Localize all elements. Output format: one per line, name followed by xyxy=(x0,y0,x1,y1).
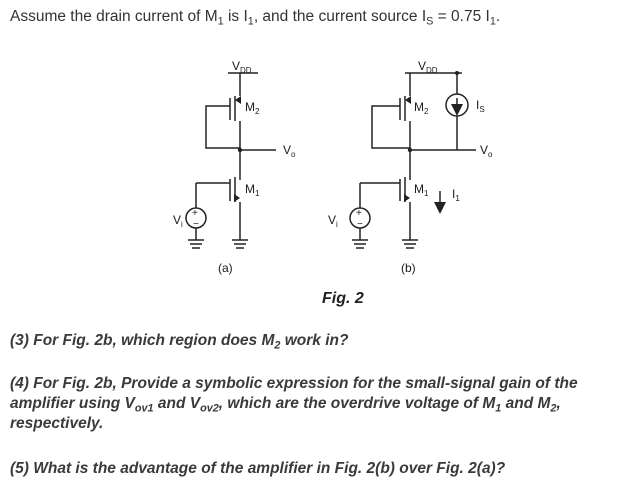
is-label: $I_S$ xyxy=(476,98,485,114)
m2-label-b: $M_2$ xyxy=(414,100,429,116)
vdd-label-a: $V_{DD}$ xyxy=(232,59,252,75)
current-source-is xyxy=(446,94,468,116)
intro-text: Assume the drain current of $M_1$ is $I_1$, and the current source $I_S = 0.75$ $I_1$. xyxy=(10,8,501,28)
subfigure-label-b: (b) xyxy=(401,261,416,275)
m2-label-a: $M_2$ xyxy=(245,100,260,116)
figure-caption: Fig. 2 xyxy=(322,290,364,307)
vi-label-b: $V_i$ xyxy=(328,213,338,229)
vdd-label-b: $V_{DD}$ xyxy=(418,59,438,75)
plus-sign-a: + xyxy=(192,208,198,219)
minus-sign-a: − xyxy=(193,219,199,230)
question-5: (5) What is the advantage of the amplifier in Fig. 2(b) over Fig. 2(a)? xyxy=(10,460,506,477)
subfigure-label-a: (a) xyxy=(218,261,233,275)
question-3: (3) For Fig. 2b, which region does $M_2$ work in? xyxy=(10,332,349,352)
m1-label-a: $M_1$ xyxy=(245,182,260,198)
vi-label-a: $V_i$ xyxy=(173,213,183,229)
m1-label-b: $M_1$ xyxy=(414,182,429,198)
vo-label-b: $V_o$ xyxy=(480,143,493,159)
i1-label: $I_1$ xyxy=(452,187,460,203)
question-4: (4) For Fig. 2b, Provide a symbolic expression for the small-signal gain of the amplifier using $V_{ov1}$ and $V_{ov2}$, which are the overdrive voltage of $M_1$ and $M_2$, respectively. xyxy=(10,375,578,432)
minus-sign-b: − xyxy=(357,219,363,230)
vo-label-a: $V_o$ xyxy=(283,143,296,159)
plus-sign-b: + xyxy=(356,208,362,219)
